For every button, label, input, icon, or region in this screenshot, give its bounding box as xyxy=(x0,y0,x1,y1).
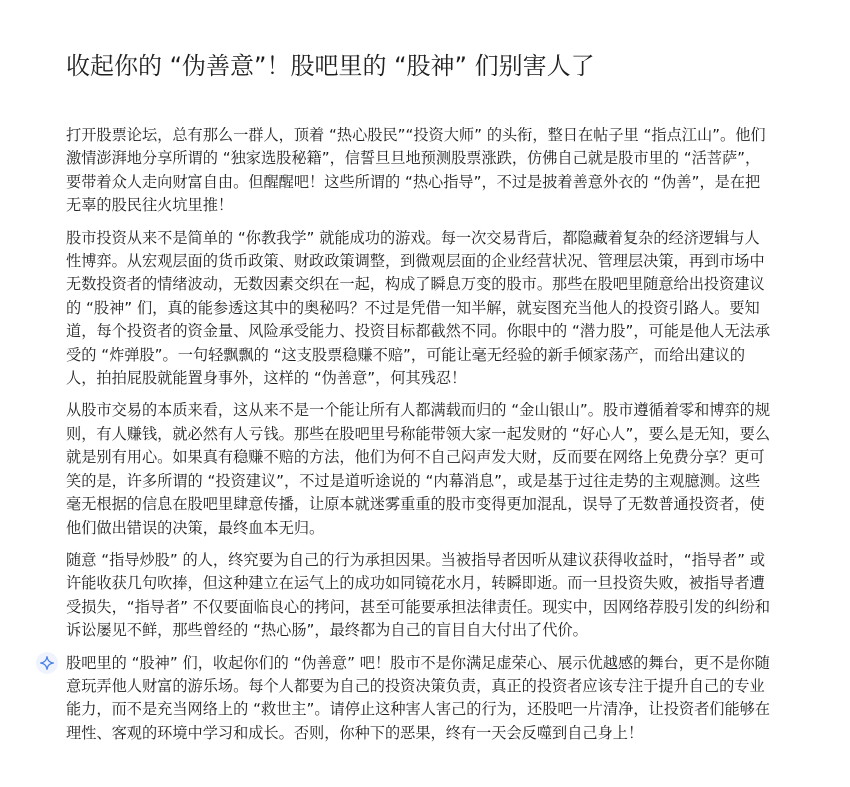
article-title: 收起你的 “伪善意”！股吧里的 “股神” 们别害人了 xyxy=(66,52,595,80)
paragraph-5-container xyxy=(66,652,770,746)
paragraph-4: 随意 “指导炒股” 的人，终究要为自己的行为承担因果。当被指导者因听从建议获得收益时，“指导者” 或许能收获几句吹捧，但这种建立在运气上的成功如同镜花水月，转瞬即逝。而一旦投资失败，被指导者遭受损失，“指导者” 不仅要面临良心的拷问，甚至可能要承担法律责任。现实中，因网络荐股引发的纠纷和诉讼屡见不鲜，那些曾经的 “热心肠”，最终都为自己的盲目自大付出了代价。 xyxy=(66,550,771,640)
paragraph-3: 从股市交易的本质来看，这从来不是一个能让所有人都满载而归的 “金山银山”。股市遵循着零和博弈的规则，有人赚钱，就必然有人亏钱。那些在股吧里号称能带领大家一起发财的 “好心人”，要么是无知，要么就是别有用心。如果真有稳赚不赔的方法，他们为何不自己闷声发大财，反而要在网络上免费分享？更可笑的是，许多所谓的 “投资建议”，不过是道听途说的 “内幕消息”，或是基于过往走势的主观臆测。这些毫无根据的信息在股吧里肆意传播，让原本就迷雾重重的股市变得更加混乱，误导了无数普通投资者，使他们做出错误的决策，最终血本无归。 xyxy=(66,401,771,537)
paragraph-1: 打开股票论坛，总有那么一群人，顶着 “热心股民”“投资大师” 的头衔，整日在帖子里 “指点江山”。他们激情澎湃地分享所谓的 “独家选股秘籍”，信誓旦旦地预测股票涨跌，仿佛自己就是股市里的 “活菩萨”，要带着众人走向财富自由。但醒醒吧！这些所谓的 “热心指导”，不过是披着善意外衣的 “伪善”，是在把无辜的股民往火坑里推！ xyxy=(66,126,766,215)
paragraph-5: 股吧里的 “股神” 们，收起你们的 “伪善意” 吧！股市不是你满足虚荣心、展示优越感的舞台，更不是你随意玩弄他人财富的游乐场。每个人都要为自己的投资决策负责，真正的投资者应该专注于提升自己的专业能力，而不是充当网络上的 “救世主”。请停止这种害人害己的行为，还股吧一片清净，让投资者们能够在理性、客观的环境中学习和成长。否则，你种下的恶果，终有一天会反噬到自己身上！ xyxy=(66,653,771,742)
sparkle-icon[interactable] xyxy=(36,652,58,674)
article xyxy=(66,48,770,754)
paragraph-2: 股市投资从来不是简单的 “你教我学” 就能成功的游戏。每一次交易背后，都隐藏着复杂的经济逻辑与人性博弈。从宏观层面的货币政策、财政政策调整，到微观层面的企业经营状况、管理层决策，再到市场中无数投资者的情绪波动，无数因素交织在一起，构成了瞬息万变的股市。那些在股吧里随意给出投资建议的 “股神” 们，真的能参透这其中的奥秘吗？不过是凭借一知半解，就妄图充当他人的投资引路人。要知道，每个投资者的资金量、风险承受能力、投资目标都截然不同。你眼中的 “潜力股”，可能是他人无法承受的 “炸弹股”。一句轻飘飘的 “这支股票稳赚不赔”，可能让毫无经验的新手倾家荡产，而给出建议的人，拍拍屁股就能置身事外，这样的 “伪善意”，何其残忍！ xyxy=(66,228,771,388)
